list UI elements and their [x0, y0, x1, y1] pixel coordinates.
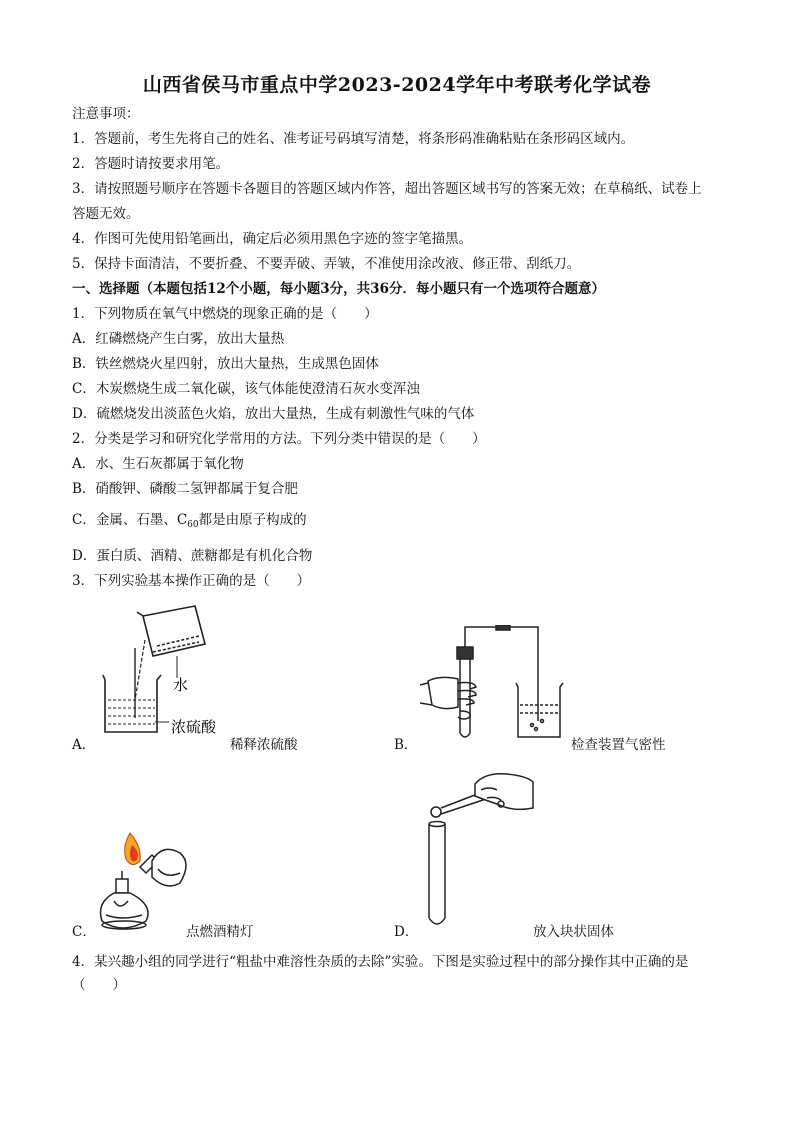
question-1-option-d: D．硫燃烧发出淡蓝色火焰，放出大量热，生成有刺激性气味的气体	[72, 406, 475, 422]
notice-item: 1．答题前，考生先将自己的姓名、准考证号码填写清楚，将条形码准确粘贴在条形码区域内。	[72, 131, 635, 147]
question-1-stem: 1．下列物质在氧气中燃烧的现象正确的是（ ）	[72, 306, 378, 322]
notice-item: 4．作图可先使用铅笔画出，确定后必须用黑色字迹的签字笔描黑。	[72, 231, 473, 247]
question-3-stem: 3．下列实验基本操作正确的是（ ）	[72, 573, 311, 589]
option-d-caption: 放入块状固体	[533, 924, 614, 940]
notice-item: 3．请按照题号顺序在答题卡各题目的答题区域内作答，超出答题区域书写的答案无效；在草稿纸、试卷上	[72, 181, 702, 197]
option-d-letter: D．	[394, 924, 419, 940]
question-2-option-b: B．硝酸钾、磷酸二氢钾都属于复合肥	[72, 481, 298, 497]
question-4-stem-end: （ ）	[72, 977, 126, 993]
subscript-60: 60	[187, 520, 199, 530]
section-heading: 一、选择题（本题包括12个小题，每小题3分，共36分．每小题只有一个选项符合题意）	[72, 281, 605, 297]
option-a-caption: 稀释浓硫酸	[230, 737, 298, 753]
option-a-letter: A．	[72, 737, 96, 753]
figure-block-solid	[415, 768, 535, 936]
notice-item: 5．保持卡面清洁，不要折叠、不要弄破、弄皱，不准使用涂改液、修正带、刮纸刀。	[72, 256, 581, 272]
option-c-text-end: 都是由原子构成的	[198, 512, 307, 528]
label-acid: 浓硫酸	[171, 718, 217, 736]
option-b-letter: B．	[394, 737, 418, 753]
figure-airtightness	[420, 625, 570, 747]
question-1-option-b: B．铁丝燃烧火星四射，放出大量热，生成黑色固体	[72, 356, 379, 372]
figure-dilute-acid	[95, 600, 270, 745]
label-water: 水	[173, 676, 189, 694]
notice-heading: 注意事项：	[72, 106, 140, 122]
question-2-option-d: D．蛋白质、酒精、蔗糖都是有机化合物	[72, 548, 313, 564]
question-1-option-a: A．红磷燃烧产生白雾，放出大量热	[72, 331, 285, 347]
notice-item: 答题无效。	[72, 206, 140, 222]
question-2-option-a: A．水、生石灰都属于氧化物	[72, 456, 244, 472]
question-2-option-c	[72, 511, 307, 534]
question-1-option-c: C．木炭燃烧生成二氧化碳，该气体能使澄清石灰水变浑浊	[72, 381, 420, 397]
question-4-stem: 4．某兴趣小组的同学进行“粗盐中难溶性杂质的去除”实验。下图是实验过程中的部分操作其中正确的是	[72, 954, 689, 970]
option-c-letter: C．	[72, 924, 96, 940]
option-c-text: C．金属、石墨、C	[72, 512, 188, 528]
option-b-caption: 检查装置气密性	[571, 737, 666, 753]
notice-item: 2．答题时请按要求用笔。	[72, 156, 230, 172]
question-2-stem: 2．分类是学习和研究化学常用的方法。下列分类中错误的是（ ）	[72, 431, 486, 447]
option-c-caption: 点燃酒精灯	[186, 924, 254, 940]
page-title: 山西省侯马市重点中学2023-2024学年中考联考化学试卷	[142, 74, 652, 96]
